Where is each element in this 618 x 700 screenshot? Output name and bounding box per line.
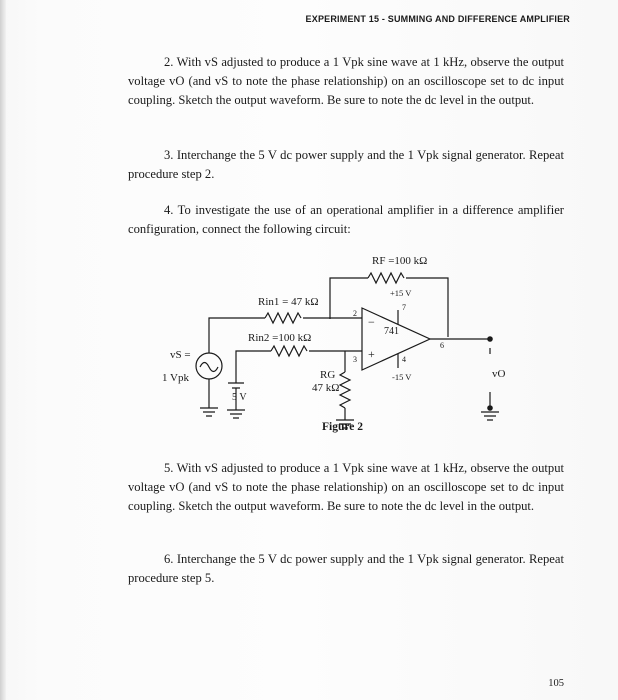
pin4-label: 4 [402,355,406,364]
rg-label-top: RG [320,369,336,381]
pin6-label: 6 [440,341,444,350]
page-number: 105 [548,678,564,689]
output-ground [481,412,499,420]
pin7-label: 7 [402,303,406,312]
step-6-paragraph [128,550,564,588]
step-4-text: 4. To investigate the use of an operational amplifier in a difference amplifier configuration, connect the following circuit: [128,203,564,236]
rin2-label: Rin2 =100 kΩ [248,332,312,344]
step-5-paragraph [128,459,564,516]
rin1-resistor [265,313,301,323]
vo-label: vO [492,368,506,380]
circuit-diagram [140,250,520,440]
vs-value: 1 Vpk [162,372,189,384]
step-4-paragraph [128,201,564,239]
neg-supply-label: -15 V [392,372,412,382]
dc-supply-label: 5 V [232,392,247,403]
pin3-label: 3 [353,355,357,364]
rin2-resistor [271,346,307,356]
circuit-svg [140,250,520,440]
ground-terminal [488,406,492,410]
opamp-plus: + [368,347,375,361]
rin2-left-wire [236,351,271,375]
pos-supply-label: +15 V [390,288,412,298]
rg-label-bottom: 47 kΩ [312,382,340,394]
opamp-label: 741 [384,326,399,337]
step-3-text: 3. Interchange the 5 V dc power supply and the 1 Vpk signal generator. Repeat procedure step 2. [128,148,564,181]
step-2-paragraph [128,53,564,110]
output-terminal [488,337,492,341]
rf-label: RF =100 kΩ [372,255,428,267]
vs-label: vS = [170,349,191,361]
dc-battery-symbol [228,383,244,388]
step-3-paragraph [128,146,564,184]
rf-resistor [368,273,404,283]
sine-symbol [200,363,218,372]
running-head: EXPERIMENT 15 - SUMMING AND DIFFERENCE AMPLIFIER [305,14,570,24]
figure-caption: Figure 2 [322,421,363,433]
step-5-text: 5. With vS adjusted to produce a 1 Vpk sine wave at 1 kHz, observe the output voltage vO (and vS to note the phase relationship) on an oscilloscope set to dc input coupling. Sketch the output waveform. Be sure to note the dc level in the output. [128,461,564,513]
pin2-label: 2 [353,309,357,318]
opamp-minus: − [368,315,375,329]
step-6-text: 6. Interchange the 5 V dc power supply and the 1 Vpk signal generator. Repeat procedure step 5. [128,552,564,585]
step-2-text: 2. With vS adjusted to produce a 1 Vpk sine wave at 1 kHz, observe the output voltage vO (and vS to note the phase relationship) on an oscilloscope set to dc input coupling. Sketch the output waveform. Be sure to note the dc level in the output. [128,55,564,107]
rin1-label: Rin1 = 47 kΩ [258,296,319,308]
rg-resistor [340,372,350,408]
rf-right-wire [406,278,448,337]
source-ground [200,408,218,416]
page-edge-shadow [0,0,6,700]
dc-ground [227,410,245,418]
